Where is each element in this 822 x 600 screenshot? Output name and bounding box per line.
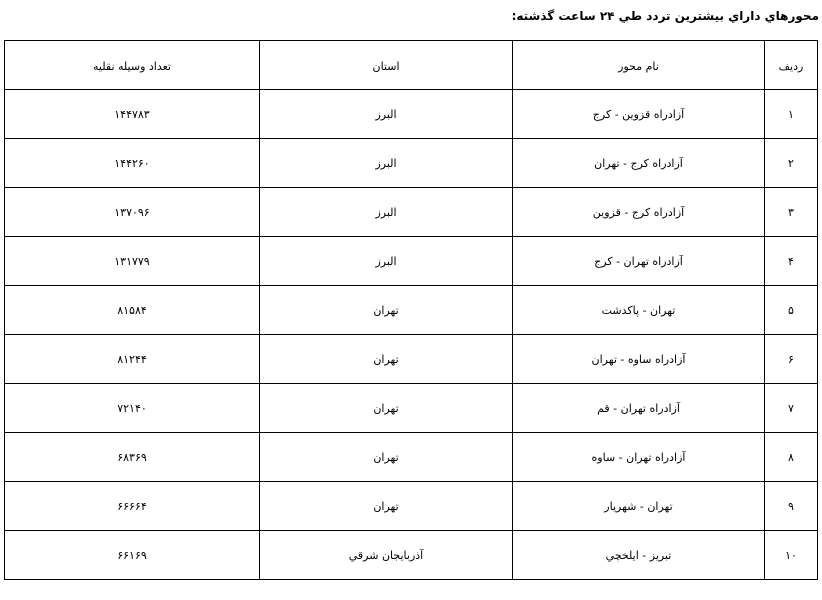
province: آذربايجان شرقي	[260, 531, 513, 580]
table-row	[5, 139, 818, 188]
vehicle-count: ۸۱۲۴۴	[5, 335, 260, 384]
route-name: آزادراه تهران - كرج	[513, 237, 765, 286]
province: البرز	[260, 139, 513, 188]
vehicle-count: ۶۶۶۶۴	[5, 482, 260, 531]
route-name: آزادراه تهران - قم	[513, 384, 765, 433]
vehicle-count: ۷۲۱۴۰	[5, 384, 260, 433]
row-number: ۱۰	[765, 531, 818, 580]
row-number: ۹	[765, 482, 818, 531]
table-row	[5, 237, 818, 286]
province: تهران	[260, 384, 513, 433]
table-row	[5, 188, 818, 237]
province: تهران	[260, 482, 513, 531]
route-name: آزادراه تهران - ساوه	[513, 433, 765, 482]
province: البرز	[260, 188, 513, 237]
vehicle-count: ۱۴۴۲۶۰	[5, 139, 260, 188]
province: البرز	[260, 90, 513, 139]
table-row	[5, 482, 818, 531]
page-title: محورهاي داراي بيشترين تردد طي ۲۴ ساعت گذشته:	[511, 9, 819, 23]
row-number: ۸	[765, 433, 818, 482]
vehicle-count: ۱۴۴۷۸۳	[5, 90, 260, 139]
table-row	[5, 384, 818, 433]
header-route-name: نام محور	[513, 41, 765, 90]
row-number: ۴	[765, 237, 818, 286]
traffic-table	[4, 40, 818, 580]
row-number: ۶	[765, 335, 818, 384]
row-number: ۳	[765, 188, 818, 237]
province: البرز	[260, 237, 513, 286]
vehicle-count: ۶۶۱۶۹	[5, 531, 260, 580]
province: تهران	[260, 286, 513, 335]
header-province: استان	[260, 41, 513, 90]
route-name: تهران - شهريار	[513, 482, 765, 531]
route-name: تبريز - ايلخچي	[513, 531, 765, 580]
table-header-row	[5, 41, 818, 90]
route-name: آزادراه كرج - تهران	[513, 139, 765, 188]
header-vehicle-count: تعداد وسيله نقليه	[5, 41, 260, 90]
table-row	[5, 433, 818, 482]
province: تهران	[260, 335, 513, 384]
row-number: ۲	[765, 139, 818, 188]
table-row	[5, 335, 818, 384]
route-name: تهران - پاكدشت	[513, 286, 765, 335]
header-row-number: رديف	[765, 41, 818, 90]
route-name: آزادراه قزوين - كرج	[513, 90, 765, 139]
table-row	[5, 531, 818, 580]
table-row	[5, 90, 818, 139]
vehicle-count: ۱۳۷۰۹۶	[5, 188, 260, 237]
province: تهران	[260, 433, 513, 482]
vehicle-count: ۶۸۳۶۹	[5, 433, 260, 482]
vehicle-count: ۱۳۱۷۷۹	[5, 237, 260, 286]
route-name: آزادراه ساوه - تهران	[513, 335, 765, 384]
vehicle-count: ۸۱۵۸۴	[5, 286, 260, 335]
route-name: آزادراه كرج - قزوين	[513, 188, 765, 237]
table-row	[5, 286, 818, 335]
row-number: ۱	[765, 90, 818, 139]
row-number: ۷	[765, 384, 818, 433]
row-number: ۵	[765, 286, 818, 335]
